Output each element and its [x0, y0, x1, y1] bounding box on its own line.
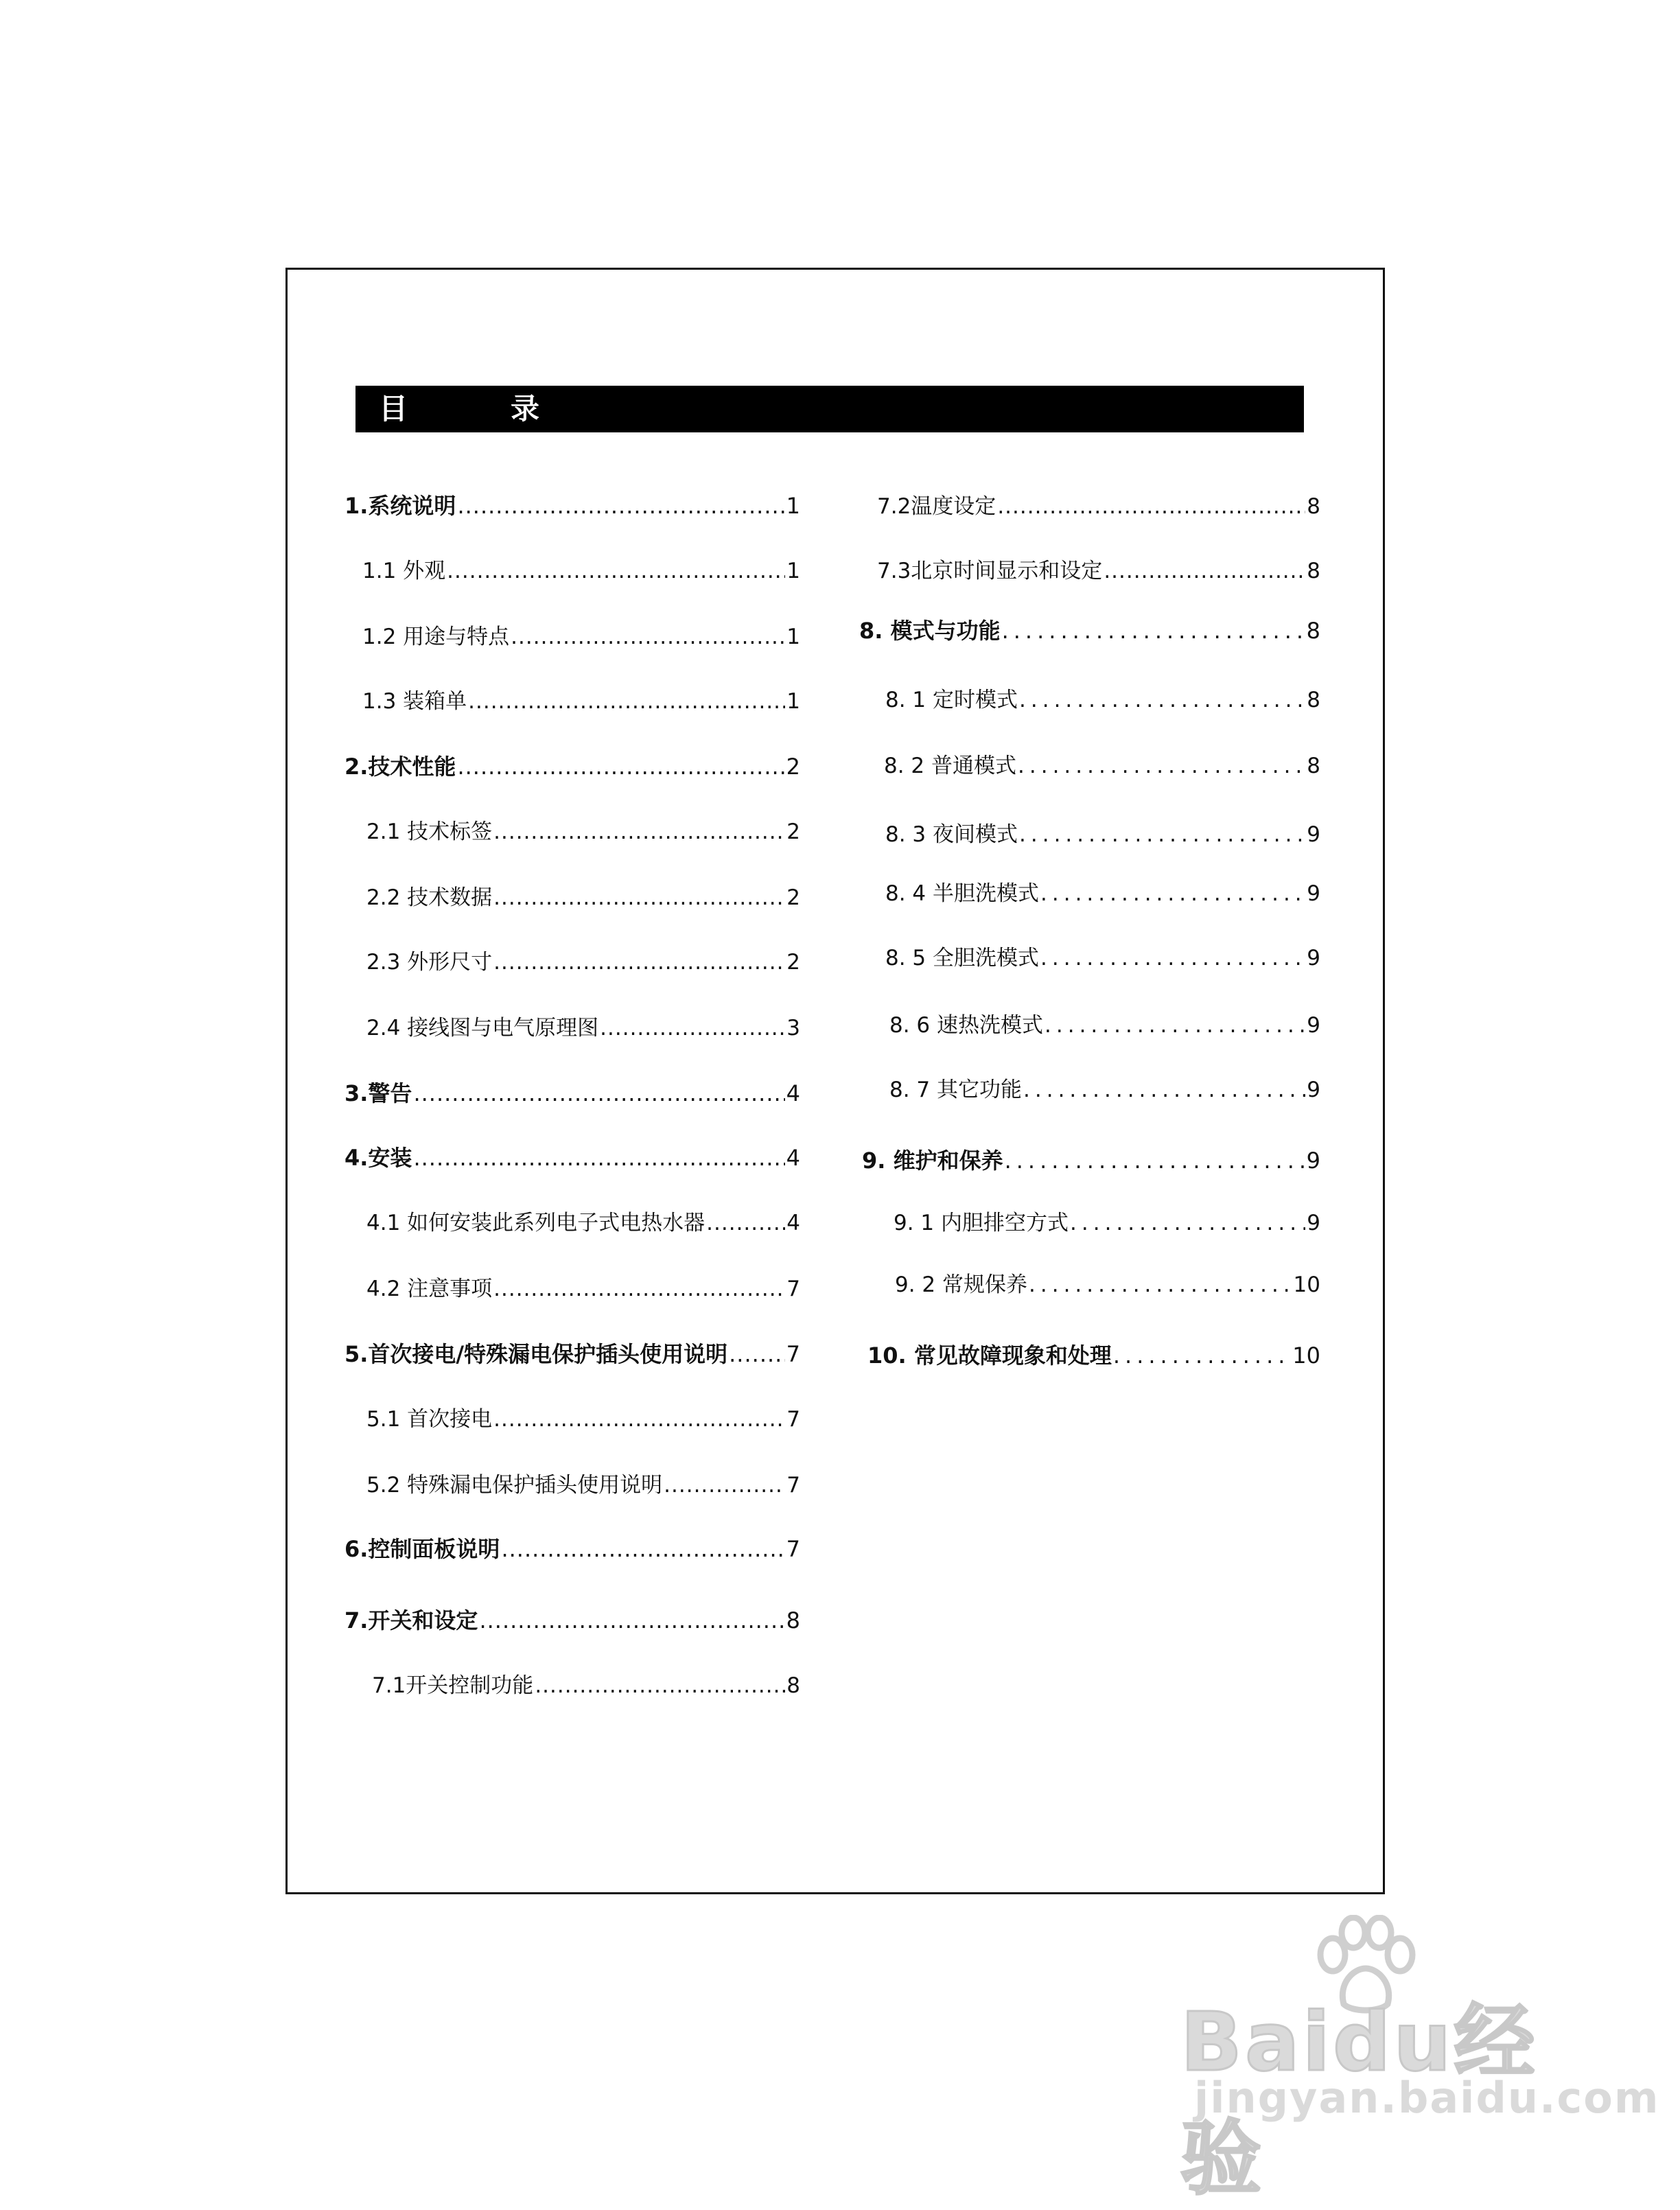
toc-entry-page-number: 10	[1292, 1342, 1320, 1369]
toc-entry-label: 8. 5 全胆洗模式	[885, 946, 1040, 970]
toc-entry	[362, 619, 800, 652]
toc-entry	[889, 1008, 1320, 1040]
toc-dot-leader	[479, 1607, 784, 1633]
toc-entry-label: 8. 1 定时模式	[885, 688, 1018, 712]
toc-entry-page-number: 9	[1307, 946, 1320, 970]
toc-entry-label: 1.系统说明	[345, 493, 456, 519]
toc-title-char-2: 录	[511, 392, 540, 426]
toc-entry-page-number: 8	[786, 1673, 800, 1698]
toc-entry-page-number: 2	[786, 754, 800, 780]
toc-entry-page-number: 2	[786, 885, 800, 910]
toc-entry-label: 8. 2 普通模式	[884, 754, 1017, 778]
toc-entry	[862, 1143, 1320, 1176]
toc-dot-leader	[706, 1211, 785, 1235]
toc-entry-label: 4.1 如何安装此系列电子式电热水器	[366, 1211, 705, 1235]
toc-entry-page-number: 1	[786, 625, 800, 649]
toc-entry	[362, 684, 800, 717]
toc-entry-label: 8. 模式与功能	[859, 618, 1001, 644]
toc-dot-leader	[493, 950, 785, 975]
toc-dot-leader	[729, 1341, 785, 1367]
toc-dot-leader	[1023, 1078, 1305, 1102]
toc-entry	[345, 1076, 800, 1109]
toc-entry-page-number: 7	[786, 1341, 800, 1367]
watermark-brand-latin: Bai	[1180, 1994, 1333, 2089]
toc-dot-leader	[1113, 1342, 1291, 1369]
toc-dot-leader	[1040, 881, 1305, 906]
toc-entry-label: 5.2 特殊漏电保护插头使用说明	[366, 1473, 663, 1498]
toc-entry-page-number: 7	[786, 1536, 800, 1562]
toc-entry-page-number: 1	[786, 689, 800, 714]
toc-dot-leader	[493, 1277, 785, 1301]
toc-entry-label: 2.3 外形尺寸	[366, 950, 493, 975]
toc-entry-label: 7.2温度设定	[877, 494, 996, 519]
watermark-brand-du: du	[1333, 1994, 1454, 2089]
toc-entry-page-number: 9	[1307, 1078, 1320, 1102]
toc-entry-page-number: 4	[786, 1080, 800, 1106]
toc-entry-page-number: 8	[1307, 559, 1320, 583]
toc-entry-label: 6.控制面板说明	[345, 1536, 500, 1562]
toc-entry-page-number: 2	[786, 950, 800, 975]
toc-entry-page-number: 7	[786, 1473, 800, 1498]
watermark-url: jingyan.baidu.com	[1194, 2073, 1660, 2123]
toc-entry-label: 8. 7 其它功能	[889, 1078, 1023, 1102]
toc-entry-label: 7.1开关控制功能	[372, 1673, 534, 1698]
toc-dot-leader	[493, 885, 785, 910]
toc-dot-leader	[493, 1407, 785, 1432]
toc-entry-label: 2.4 接线图与电气原理图	[366, 1016, 599, 1040]
toc-entry-label: 8. 4 半胆洗模式	[885, 881, 1040, 906]
toc-entry-page-number: 1	[786, 559, 800, 583]
toc-entry	[894, 1205, 1320, 1238]
toc-entry-page-number: 4	[786, 1145, 800, 1171]
toc-entry	[889, 1072, 1320, 1105]
toc-entry-page-number: 9	[1307, 1013, 1320, 1038]
toc-dot-leader	[1104, 559, 1305, 583]
toc-dot-leader	[997, 494, 1305, 519]
toc-entry	[884, 748, 1320, 781]
toc-entry-label: 8. 6 速热洗模式	[889, 1013, 1044, 1038]
toc-title-char-1: 目	[379, 392, 408, 426]
toc-entry	[885, 876, 1320, 909]
toc-dot-leader	[1019, 822, 1305, 847]
toc-entry-label: 2.1 技术标签	[366, 819, 493, 844]
toc-entry-label: 2.2 技术数据	[366, 885, 493, 910]
toc-entry-page-number: 9	[1307, 881, 1320, 906]
toc-dot-leader	[1040, 946, 1305, 970]
toc-entry	[345, 1141, 800, 1174]
toc-entry-page-number: 9	[1307, 1211, 1320, 1235]
toc-entry	[366, 1205, 800, 1238]
watermark-brand-cn: 经验	[1180, 1994, 1538, 2206]
toc-dot-leader	[457, 754, 784, 780]
toc-dot-leader	[413, 1145, 784, 1171]
toc-entry	[366, 880, 800, 913]
toc-entry-label: 10. 常见故障现象和处理	[867, 1342, 1112, 1369]
toc-entry-page-number: 8	[1307, 688, 1320, 712]
toc-entry-page-number: 8	[1307, 494, 1320, 519]
toc-entry	[366, 1401, 800, 1434]
toc-entry-page-number: 9	[1307, 822, 1320, 847]
toc-entry-page-number: 8	[786, 1607, 800, 1633]
baidu-jingyan-watermark	[1180, 1915, 1660, 2206]
toc-dot-leader	[1002, 618, 1305, 644]
toc-dot-leader	[1019, 688, 1305, 712]
toc-entry-label: 4.2 注意事项	[366, 1277, 493, 1301]
toc-entry-label: 5.1 首次接电	[366, 1407, 493, 1432]
toc-entry-label: 1.3 装箱单	[362, 689, 467, 714]
toc-entry-page-number: 9	[1306, 1148, 1320, 1174]
toc-entry	[895, 1267, 1320, 1300]
toc-dot-leader	[1005, 1148, 1305, 1174]
toc-entry	[877, 489, 1320, 522]
toc-entry	[345, 489, 800, 522]
toc-entry-label: 2.技术性能	[345, 754, 456, 780]
toc-entry-label: 9. 维护和保养	[862, 1148, 1003, 1174]
toc-entry-label: 8. 3 夜间模式	[885, 822, 1018, 847]
toc-entry	[366, 1271, 800, 1304]
toc-entry-label: 5.首次接电/特殊漏电保护插头使用说明	[345, 1341, 728, 1367]
toc-dot-leader	[447, 559, 785, 583]
toc-entry	[877, 553, 1320, 586]
toc-entry	[345, 749, 800, 782]
toc-entry	[885, 682, 1320, 715]
toc-entry-label: 1.1 外观	[362, 559, 446, 583]
toc-entry-page-number: 8	[1307, 754, 1320, 778]
toc-dot-leader	[535, 1673, 785, 1698]
toc-entry	[859, 614, 1320, 647]
toc-entry-label: 9. 1 内胆排空方式	[894, 1211, 1069, 1235]
toc-dot-leader	[1029, 1272, 1292, 1297]
toc-entry	[362, 553, 800, 586]
toc-entry-label: 3.警告	[345, 1080, 412, 1106]
toc-entry-page-number: 10	[1293, 1272, 1320, 1297]
toc-dot-leader	[664, 1473, 785, 1498]
toc-entry	[366, 814, 800, 847]
toc-entry-page-number: 8	[1306, 618, 1320, 644]
toc-entry-page-number: 3	[786, 1016, 800, 1040]
toc-entry	[366, 944, 800, 977]
toc-entry-page-number: 2	[786, 819, 800, 844]
toc-entry-label: 4.安装	[345, 1145, 412, 1171]
toc-entry	[867, 1338, 1320, 1371]
toc-entry	[345, 1532, 800, 1565]
toc-entry	[366, 1467, 800, 1500]
toc-entry	[345, 1603, 800, 1636]
toc-entry-label: 7.3北京时间显示和设定	[877, 559, 1103, 583]
toc-dot-leader	[1045, 1013, 1305, 1038]
toc-dot-leader	[413, 1080, 784, 1106]
toc-entry	[372, 1668, 800, 1701]
toc-dot-leader	[501, 1536, 784, 1562]
toc-dot-leader	[457, 493, 784, 519]
toc-entry	[885, 817, 1320, 850]
toc-dot-leader	[468, 689, 785, 714]
toc-entry-label: 9. 2 常规保养	[895, 1272, 1028, 1297]
toc-entry-label: 7.开关和设定	[345, 1607, 478, 1633]
toc-entry-page-number: 7	[786, 1277, 800, 1301]
toc-entry-page-number: 1	[786, 493, 800, 519]
toc-dot-leader	[1070, 1211, 1305, 1235]
toc-dot-leader	[493, 819, 785, 844]
toc-entry	[885, 940, 1320, 973]
toc-entry-page-number: 4	[786, 1211, 800, 1235]
toc-dot-leader	[600, 1016, 785, 1040]
toc-entry-page-number: 7	[786, 1407, 800, 1432]
toc-dot-leader	[511, 625, 785, 649]
toc-dot-leader	[1018, 754, 1305, 778]
toc-title-bar	[355, 386, 1304, 432]
toc-entry	[345, 1337, 800, 1370]
toc-entry	[366, 1010, 800, 1043]
toc-entry-label: 1.2 用途与特点	[362, 625, 510, 649]
